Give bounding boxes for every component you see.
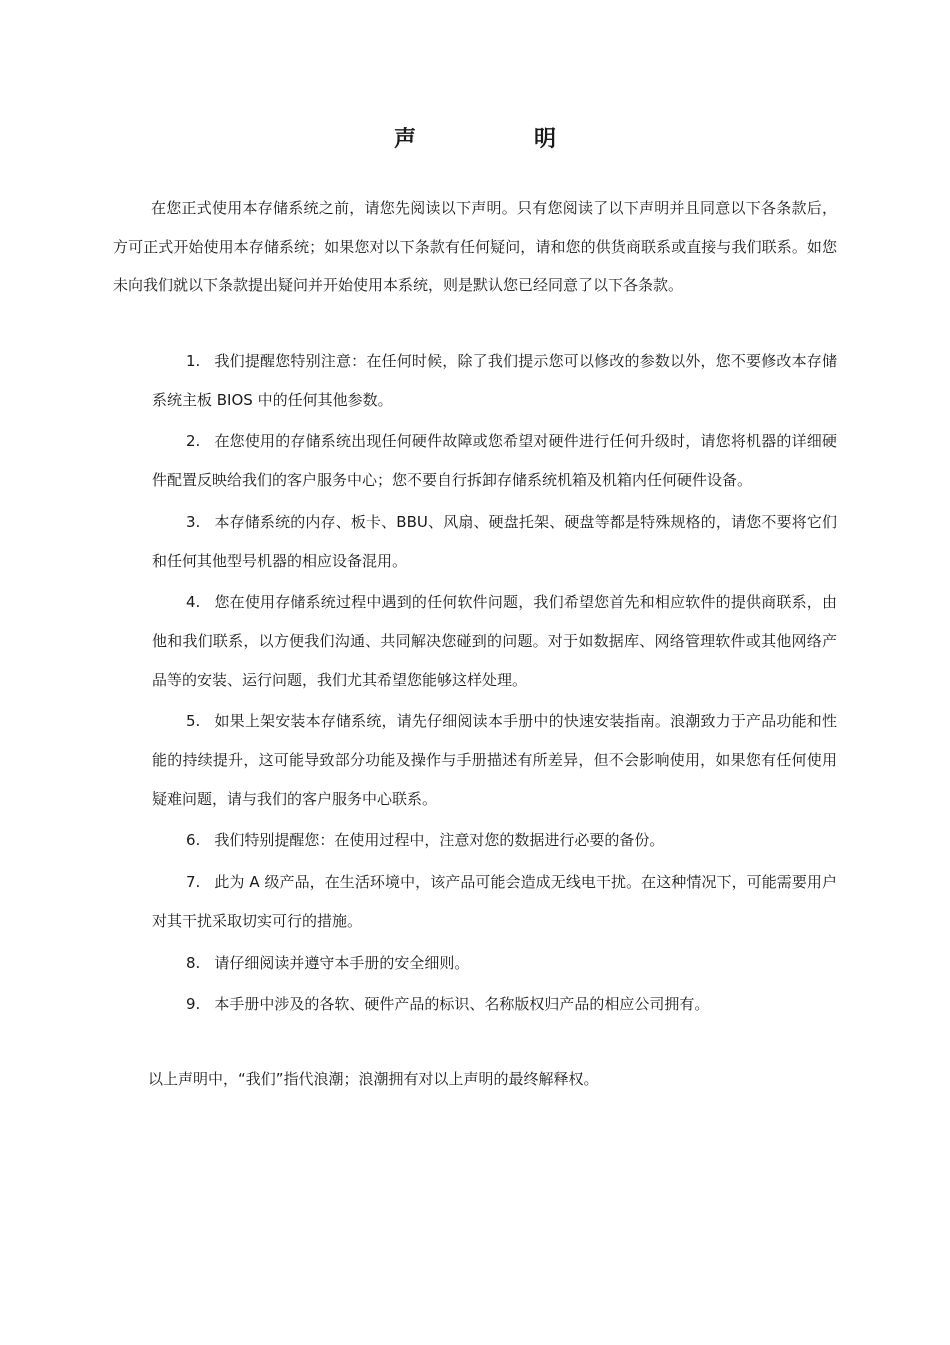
item-number: 8. bbox=[186, 953, 201, 972]
closing-statement: 以上声明中，“我们”指代浪潮；浪潮拥有对以上声明的最终解释权。 bbox=[148, 1070, 599, 1088]
intro-paragraph: 在您正式使用本存储系统之前，请您先阅读以下声明。只有您阅读了以下声明并且同意以下各条款后，方可正式开始使用本存储系统；如果您对以下条款有任何疑问，请和您的供货商联系或直接与我们联系。如您未向我们就以下条款提出疑问并开始使用本系统，则是默认您已经同意了以下各条款。 bbox=[113, 199, 837, 295]
item-number: 4. bbox=[186, 593, 201, 612]
item-text: 在您使用的存储系统出现任何硬件故障或您希望对硬件进行任何升级时，请您将机器的详细硬件配置反映给我们的客户服务中心；您不要自行拆卸存储系统机箱及机箱内任何硬件设备。 bbox=[152, 432, 837, 490]
item-number: 2. bbox=[186, 432, 201, 451]
item-number: 5. bbox=[186, 712, 201, 731]
item-text: 此为 A 级产品，在生活环境中，该产品可能会造成无线电干扰。在这种情况下，可能需要用户对其干扰采取切实可行的措施。 bbox=[152, 873, 837, 930]
item-text: 本存储系统的内存、板卡、BBU、风扇、硬盘托架、硬盘等都是特殊规格的，请您不要将它们和任何其他型号机器的相应设备混用。 bbox=[152, 512, 837, 570]
item-text: 我们提醒您特别注意：在任何时候，除了我们提示您可以修改的参数以外，您不要修改本存储系统主板 BIOS 中的任何其他参数。 bbox=[152, 352, 837, 409]
list-item bbox=[152, 863, 837, 940]
item-text: 您在使用存储系统过程中遇到的任何软件问题，我们希望您首先和相应软件的提供商联系，由他和我们联系，以方便我们沟通、共同解决您碰到的问题。对于如数据库、网络管理软件或其他网络产品等的安装、运行问题，我们尤其希望您能够这样处理。 bbox=[152, 593, 837, 689]
page-title: 声 明 bbox=[393, 127, 604, 152]
list-item bbox=[152, 422, 837, 499]
item-number: 9. bbox=[186, 995, 201, 1014]
list-item bbox=[152, 342, 837, 419]
list-item bbox=[152, 503, 837, 580]
list-item bbox=[152, 821, 837, 860]
item-number: 3. bbox=[186, 512, 201, 531]
item-text: 请仔细阅读并遵守本手册的安全细则。 bbox=[214, 953, 470, 972]
item-text: 本手册中涉及的各软、硬件产品的标识、名称版权归产品的相应公司拥有。 bbox=[214, 995, 710, 1014]
item-number: 1. bbox=[186, 352, 201, 370]
item-text: 我们特别提醒您：在使用过程中，注意对您的数据进行必要的备份。 bbox=[214, 831, 665, 850]
item-number: 6. bbox=[186, 831, 201, 850]
item-number: 7. bbox=[186, 873, 201, 892]
list-item bbox=[152, 702, 837, 818]
item-text: 如果上架安装本存储系统，请先仔细阅读本手册中的快速安装指南。浪潮致力于产品功能和性能的持续提升，这可能导致部分功能及操作与手册描述有所差异，但不会影响使用，如果您有任何使用疑难问题，请与我们的客户服务中心联系。 bbox=[152, 712, 837, 808]
list-item bbox=[152, 583, 837, 699]
list-item bbox=[152, 944, 837, 983]
statement-list bbox=[152, 342, 837, 1027]
list-item bbox=[152, 985, 837, 1024]
